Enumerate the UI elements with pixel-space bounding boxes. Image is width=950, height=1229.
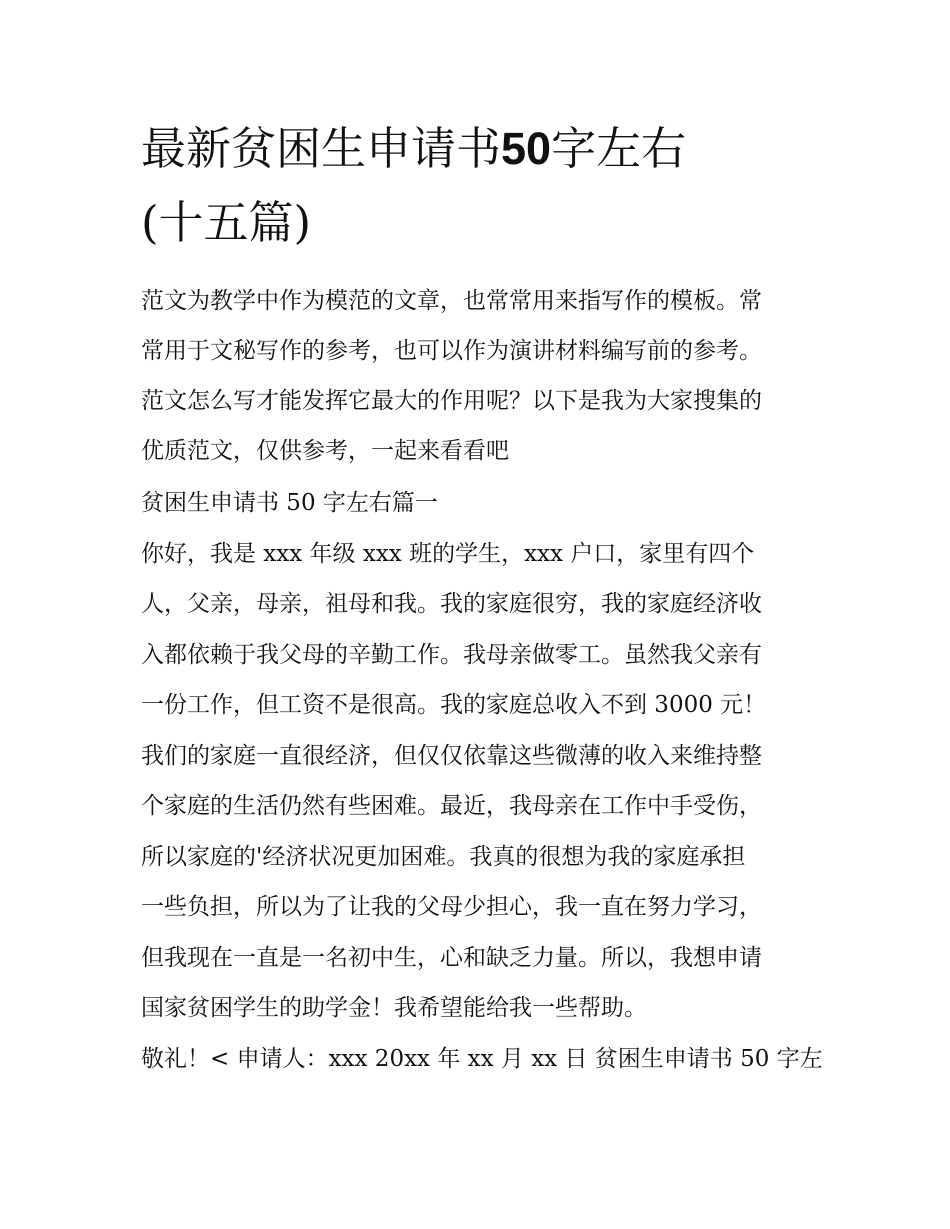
closing-line: 敬礼！< 申请人：xxx 20xx 年 xx 月 xx 日 贫困生申请书 50 字左: [141, 1046, 823, 1072]
intro-line-3: 范文怎么写才能发挥它最大的作用呢？以下是我为大家搜集的: [141, 388, 762, 414]
body-line-3: 入都依赖于我父母的辛勤工作。我母亲做零工。虽然我父亲有: [141, 642, 762, 668]
body-line-8: 一些负担，所以为了让我的父母少担心，我一直在努力学习，: [141, 894, 762, 920]
body-line-5: 我们的家庭一直很经济，但仅仅依靠这些微薄的收入来维持整: [141, 743, 762, 769]
body-line-2: 人，父亲，母亲，祖母和我。我的家庭很穷，我的家庭经济收: [141, 591, 762, 617]
title-subtitle: (十五篇): [141, 196, 312, 249]
body-line-7: 所以家庭的'经济状况更加困难。我真的很想为我的家庭承担: [141, 844, 746, 870]
title-text-a: 最新贫困生申请书: [141, 122, 502, 175]
document-title: [141, 112, 821, 260]
intro-line-2: 常用于文秘写作的参考，也可以作为演讲材料编写前的参考。: [141, 338, 762, 364]
body-line-4: 一份工作，但工资不是很高。我的家庭总收入不到 3000 元！: [141, 692, 767, 718]
title-text-b: 字左右: [551, 122, 687, 175]
body-line-10: 国家贫困学生的助学金！我希望能给我一些帮助。: [141, 995, 647, 1021]
body-line-9: 但我现在一直是一名初中生，心和缺乏力量。所以，我想申请: [141, 945, 762, 971]
body-line-6: 个家庭的生活仍然有些困难。最近，我母亲在工作中手受伤，: [141, 793, 762, 819]
intro-line-1: 范文为教学中作为模范的文章，也常常用来指写作的模板。常: [141, 288, 762, 314]
title-number: 50: [501, 123, 552, 174]
section-heading: 贫困生申请书 50 字左右篇一: [141, 490, 438, 516]
body-line-1: 你好，我是 xxx 年级 xxx 班的学生，xxx 户口，家里有四个: [141, 541, 755, 567]
intro-line-4: 优质范文，仅供参考，一起来看看吧: [141, 438, 509, 464]
